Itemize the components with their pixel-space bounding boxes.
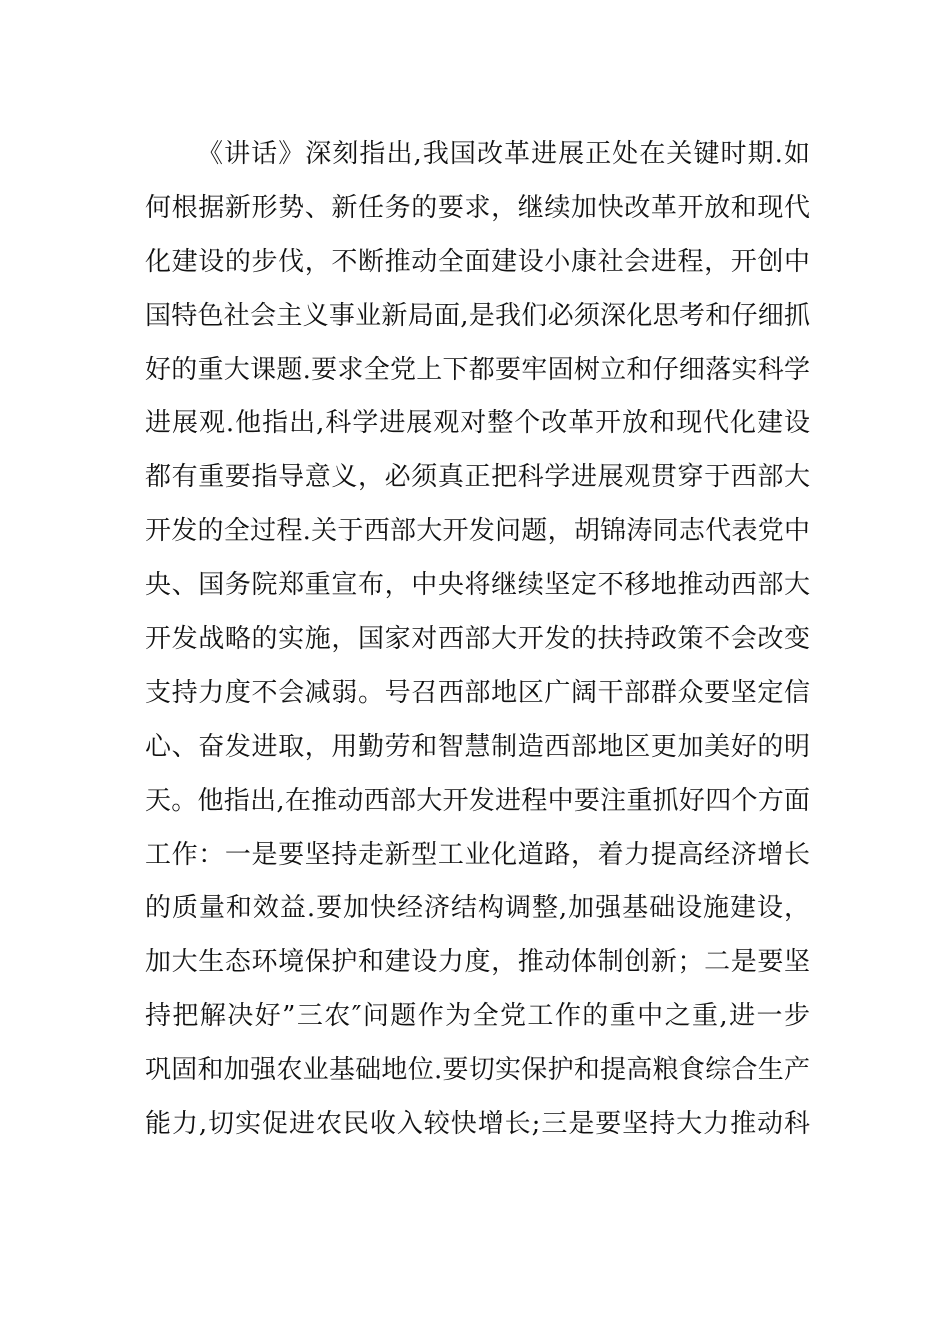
text-line: 心、奋发进取，用勤劳和智慧制造西部地区更加美好的明	[145, 731, 810, 762]
text-line: 何根据新形势、新任务的要求，继续加快改革开放和现代	[145, 192, 810, 223]
text-line: 化建设的步伐，不断推动全面建设小康社会进程，开创中	[145, 246, 810, 277]
text-line: 好的重大课题.要求全党上下都要牢固树立和仔细落实科学	[145, 354, 810, 385]
text-line: 的质量和效益.要加快经济结构调整,加强基础设施建设，	[145, 893, 810, 924]
text-line: 能力,切实促进农民收入较快增长;三是要坚持大力推动科	[145, 1109, 810, 1140]
text-line: 持把解决好”三农″问题作为全党工作的重中之重,进一步	[145, 1001, 810, 1032]
text-line: 开发的全过程.关于西部大开发问题，胡锦涛同志代表党中	[145, 516, 810, 547]
text-line: 央、国务院郑重宣布，中央将继续坚定不移地推动西部大	[145, 570, 810, 601]
body-paragraph	[145, 128, 810, 1152]
text-line: 开发战略的实施，国家对西部大开发的扶持政策不会改变	[145, 624, 810, 655]
text-line: 《讲话》深刻指出,我国改革进展正处在关键时期.如	[197, 139, 810, 169]
text-line: 工作：一是要坚持走新型工业化道路，着力提高经济增长	[145, 839, 810, 870]
text-line: 支持力度不会减弱。号召西部地区广阔干部群众要坚定信	[145, 677, 810, 708]
text-line: 进展观.他指出,科学进展观对整个改革开放和现代化建设	[145, 408, 810, 439]
text-line: 巩固和加强农业基础地位.要切实保护和提高粮食综合生产	[145, 1055, 810, 1086]
text-line: 国特色社会主义事业新局面,是我们必须深化思考和仔细抓	[145, 300, 810, 331]
text-line: 加大生态环境保护和建设力度，推动体制创新；二是要坚	[145, 947, 810, 978]
text-line: 都有重要指导意义，必须真正把科学进展观贯穿于西部大	[145, 462, 810, 493]
text-line: 天。他指出,在推动西部大开发进程中要注重抓好四个方面	[145, 785, 810, 816]
